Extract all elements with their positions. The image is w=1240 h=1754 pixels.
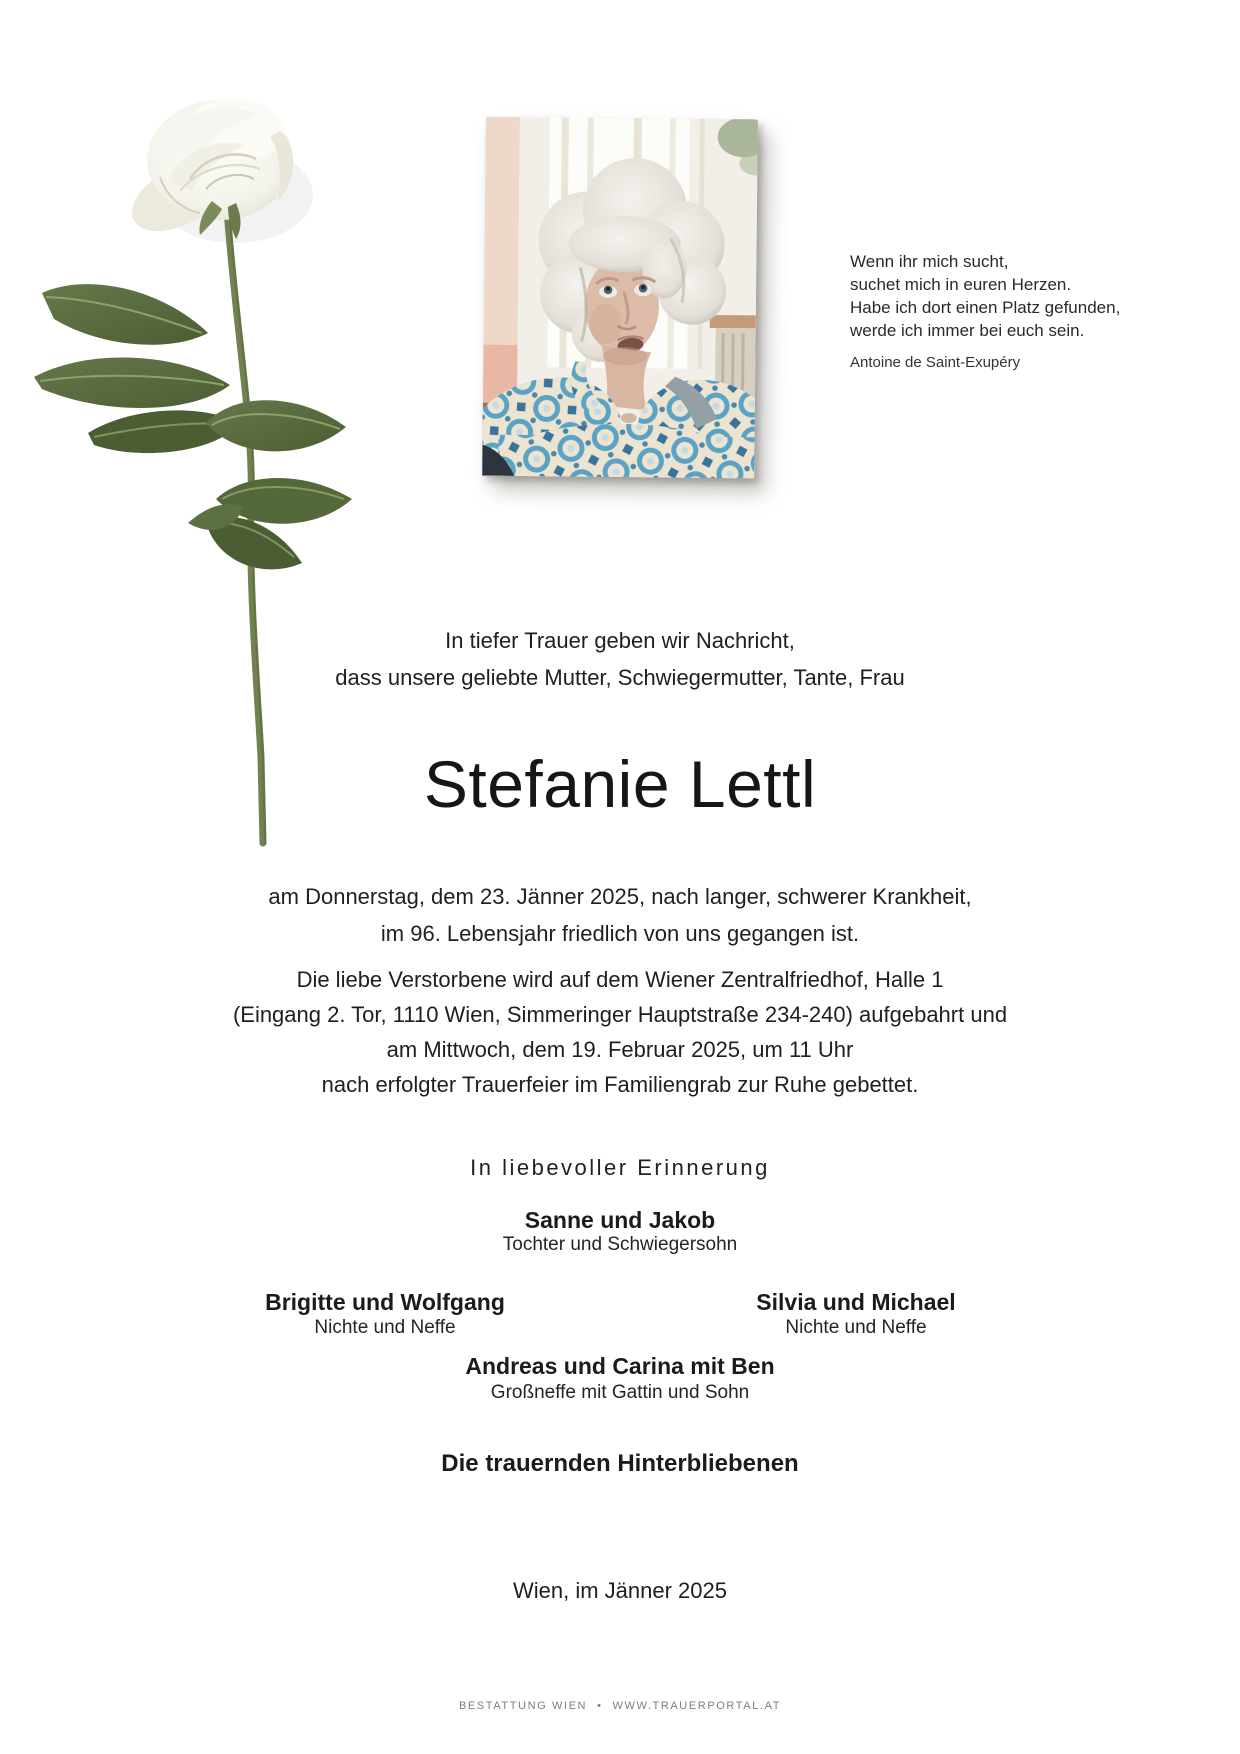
portrait-photo	[482, 117, 758, 479]
mourner-relation: Nichte und Neffe	[785, 1317, 927, 1338]
mourner-names: Silvia und Michael	[756, 1289, 956, 1315]
footer	[0, 1699, 1240, 1714]
place-date: Wien, im Jänner 2025	[513, 1578, 727, 1603]
funeral-line: (Eingang 2. Tor, 1110 Wien, Simmeringer Hauptstraße 234-240) aufgebahrt und	[232, 1002, 1008, 1027]
death-paragraph	[0, 878, 1240, 952]
mourner-names: Brigitte und Wolfgang	[265, 1289, 505, 1315]
rose-leaves-upper	[34, 284, 240, 453]
rose-leaves-lower	[188, 400, 352, 569]
mourner-relation: Tochter und Schwiegersohn	[502, 1234, 738, 1255]
quote-block	[850, 250, 1190, 374]
quote-line: Habe ich dort einen Platz gefunden,	[850, 298, 1121, 317]
death-line: im 96. Lebensjahr friedlich von uns gegangen ist.	[380, 921, 860, 946]
portrait-illustration	[482, 117, 758, 479]
mourner-names: Andreas und Carina mit Ben	[465, 1353, 775, 1379]
announcement-intro	[0, 622, 1240, 696]
intro-line: dass unsere geliebte Mutter, Schwiegermutter, Tante, Frau	[335, 665, 905, 690]
footer-separator-bullet: •	[597, 1700, 603, 1712]
footer-publisher: BESTATTUNG WIEN	[458, 1700, 588, 1712]
quote-line: werde ich immer bei euch sein.	[850, 321, 1085, 340]
death-line: am Donnerstag, dem 23. Jänner 2025, nach langer, schwerer Krankheit,	[268, 884, 972, 909]
memorial-heading: In liebevoller Erinnerung	[470, 1155, 770, 1180]
quote-line: suchet mich in euren Herzen.	[850, 275, 1072, 294]
quote-attribution: Antoine de Saint-Exupéry	[850, 354, 1021, 371]
mourner-relation: Nichte und Neffe	[314, 1317, 456, 1338]
intro-line: In tiefer Trauer geben wir Nachricht,	[445, 628, 795, 653]
mourner-names: Sanne und Jakob	[524, 1207, 716, 1233]
funeral-line: Die liebe Verstorbene wird auf dem Wiener Zentralfriedhof, Halle 1	[296, 967, 944, 992]
footer-website: WWW.TRAUERPORTAL.AT	[612, 1700, 782, 1712]
quote-line: Wenn ihr mich sucht,	[850, 252, 1009, 271]
funeral-paragraph	[0, 962, 1240, 1102]
deceased-name: Stefanie Lettl	[423, 747, 817, 821]
rose-illustration	[30, 85, 360, 855]
funeral-line: nach erfolgter Trauerfeier im Familiengrab zur Ruhe gebettet.	[321, 1072, 919, 1097]
funeral-line: am Mittwoch, dem 19. Februar 2025, um 11 Uhr	[386, 1037, 854, 1062]
closing-line: Die trauernden Hinterbliebenen	[441, 1450, 799, 1477]
mourner-relation: Großneffe mit Gattin und Sohn	[490, 1382, 750, 1403]
rose-image	[30, 85, 360, 855]
